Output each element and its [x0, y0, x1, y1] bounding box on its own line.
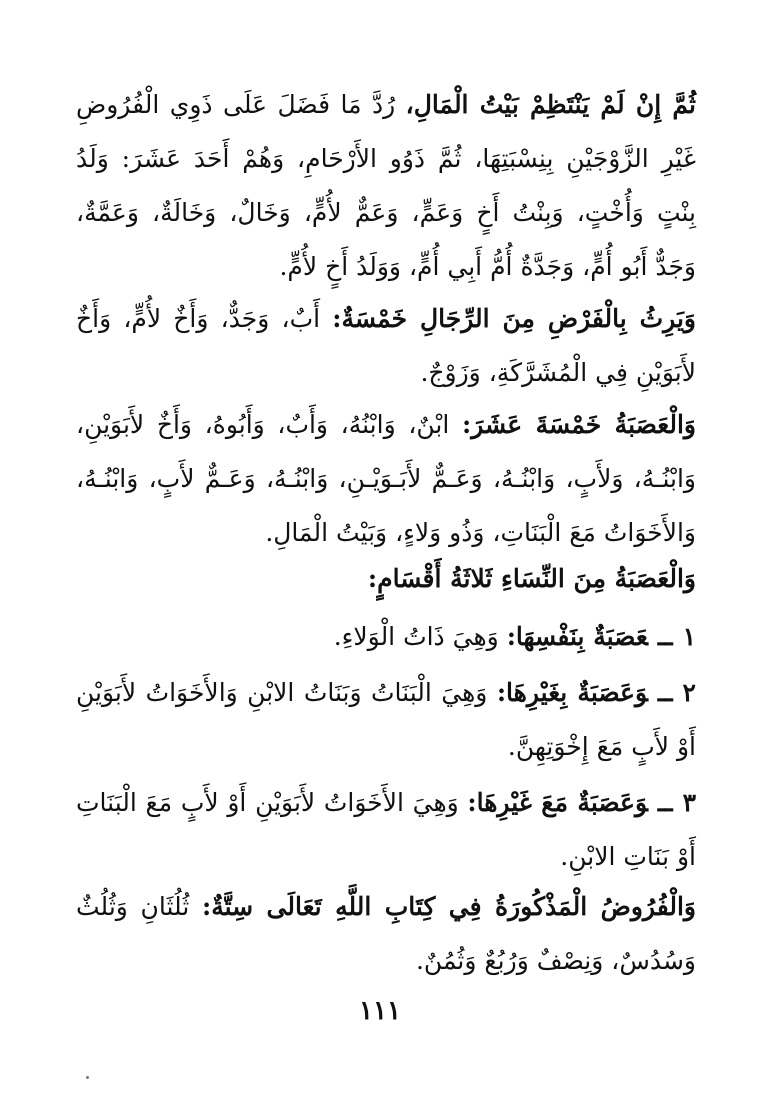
paragraph-body: أَبٌ، وَجَدٌّ، وَأَخٌ لأُمٍّ، وَأَخٌ لأَبَوَيْنِ فِي الْمُشَرَّكَةِ، وَزَوْجٌ. — [76, 304, 696, 387]
item-dash: ــ — [657, 622, 673, 651]
paragraph-body: ثُلُثَانِ وَثُلُثٌ وَسُدُسٌ، وَنِصْفٌ وَرُبُعٌ وَثُمُنٌ. — [76, 892, 696, 975]
paragraph-lead: ثُمَّ إِنْ لَمْ يَنْتَظِمْ بَيْتُ الْمَالِ، — [405, 90, 696, 119]
paragraph-lead: وَيَرِثُ بِالْفَرْضِ مِنَ الرِّجَالِ خَمْسَةٌ: — [332, 304, 697, 333]
paragraph-asabah-fifteen — [76, 398, 696, 560]
list-item — [76, 610, 696, 664]
item-body: وَهِيَ الْبَنَاتُ وَبَنَاتُ الابْنِ وَالأَخَوَاتُ لأَبَوَيْنِ أَوْ لأَبٍ مَعَ إِخْوَتِهِنَّ. — [76, 678, 696, 761]
item-number: ٢ — [682, 678, 696, 707]
item-lead: وَعَصَبَةٌ مَعَ غَيْرِهَا: — [467, 788, 648, 817]
item-body: وَهِيَ ذَاتُ الْوَلاءِ. — [333, 622, 507, 651]
paragraph-lead: وَالْعَصَبَةُ خَمْسَةَ عَشَرَ: — [461, 410, 696, 439]
item-number: ١ — [682, 622, 696, 651]
paragraph-body: ابْنٌ، وَابْنُهُ، وَأَبٌ، وَأَبُوهُ، وَأَخٌ لأَبَوَيْنِ، وَابْنُـهُ، وَلأَبٍ، وَابْنُـهُ، وَعَـمٌّ لأَبَـوَيْـنِ، وَابْنُـهُ، وَعَـمٌّ لأَبٍ، وَابْنُـهُ، وَالأَخَوَاتُ مَعَ الْبَنَاتِ، وَذُو وَلاءٍ، وَبَيْتُ الْمَالِ. — [76, 410, 696, 547]
item-number: ٣ — [682, 788, 696, 817]
item-body: وَهِيَ الأَخَوَاتُ لأَبَوَيْنِ أَوْ لأَبٍ مَعَ الْبَنَاتِ أَوْ بَنَاتِ الابْنِ. — [76, 788, 696, 871]
paragraph-body: رُدَّ مَا فَضَلَ عَلَى ذَوِي الْفُرُوضِ غَيْرِ الزَّوْجَيْنِ بِنِسْبَتِهَا، ثُمَّ ذَوُو الأَرْحَامِ، وَهُمْ أَحَدَ عَشَرَ: وَلَدُ بِنْتٍ وَأُخْتٍ، وَبِنْتُ أَخٍ وَعَمٍّ، وَعَمٌّ لأُمٍّ، وَخَالٌ، وَخَالَةٌ، وَعَمَّةٌ، وَجَدٌّ أَبُو أُمٍّ، وَجَدَّةٌ أُمُّ أَبِي أُمٍّ، وَوَلَدُ أَخٍ لأُمٍّ. — [76, 90, 696, 281]
scan-speck — [86, 1076, 89, 1079]
item-lead: وَعَصَبَةٌ بِغَيْرِهَا: — [496, 678, 648, 707]
section-heading-women-asabah: وَالْعَصَبَةُ مِنَ النِّسَاءِ ثَلاثَةُ أَقْسَامٍ: — [367, 564, 696, 593]
list-item — [76, 666, 696, 774]
list-item — [76, 776, 696, 884]
paragraph-dhawu-arham — [76, 78, 696, 294]
item-dash: ــ — [657, 678, 673, 707]
page-number: ١١١ — [359, 996, 401, 1026]
item-lead: عَصَبَةٌ بِنَفْسِهَا: — [506, 622, 648, 651]
paragraph-fard-men — [76, 292, 696, 400]
paragraph-quranic-shares — [76, 880, 696, 988]
paragraph-lead: وَالْفُرُوضُ الْمَذْكُورَةُ فِي كِتَابِ اللَّهِ تَعَالَى سِتَّةٌ: — [201, 892, 696, 921]
item-dash: ــ — [657, 788, 673, 817]
